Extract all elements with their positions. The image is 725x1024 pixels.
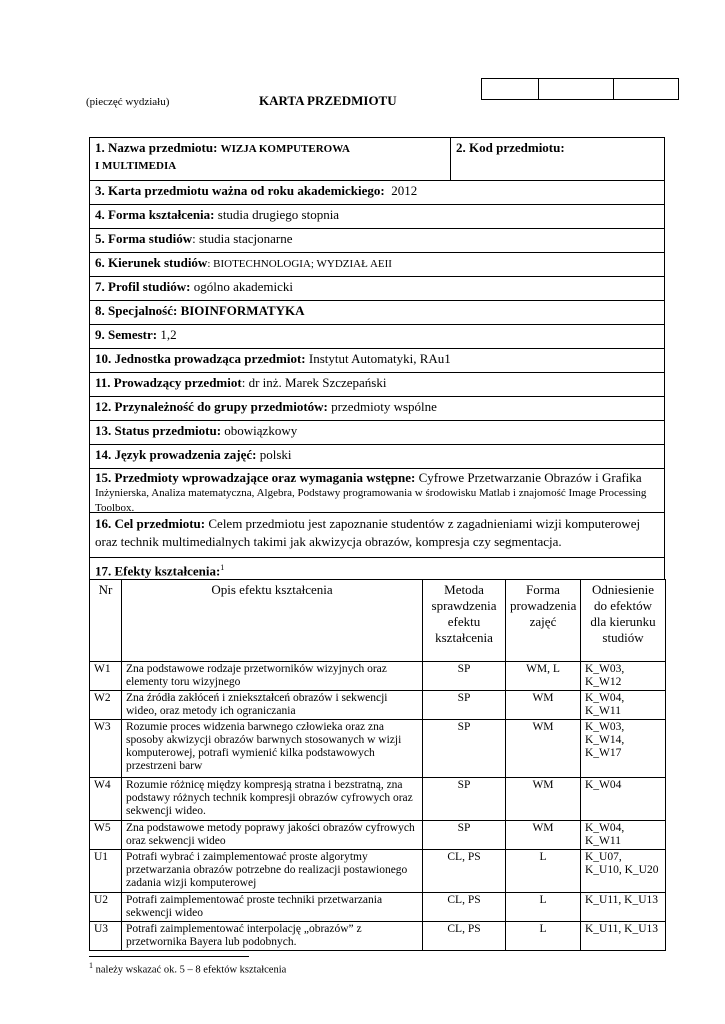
field-teacher <box>89 372 665 397</box>
field-label: 13. Status przedmiotu: <box>95 423 222 438</box>
field-value: : dr inż. Marek Szczepański <box>241 375 387 390</box>
field-specialty <box>89 300 665 325</box>
cell-method: SP <box>423 778 506 821</box>
field-label: 17. Efekty kształcenia: <box>95 563 221 579</box>
field-value: ogólno akademicki <box>193 279 293 294</box>
code-cell <box>614 79 678 99</box>
header-reference: Odniesienie do efektów dla kierunku studiów <box>581 580 666 662</box>
field-label: 1. Nazwa przedmiotu: <box>95 140 218 155</box>
field-value: Cyfrowe Przetwarzanie Obrazów i Grafika <box>418 470 642 485</box>
header-form: Forma prowadzenia zajęć <box>506 580 581 662</box>
field-value: 1,2 <box>160 327 177 342</box>
cell-description: Zna źródła zakłóceń i zniekształceń obrazów i sekwencji wideo, oraz metody ich ograniczania <box>122 691 423 720</box>
field-subject-code <box>450 137 665 181</box>
field-label: 8. Specjalność: BIOINFORMATYKA <box>95 303 305 318</box>
cell-nr: U1 <box>90 850 122 893</box>
cell-form: L <box>506 893 581 922</box>
field-group <box>89 396 665 421</box>
cell-method: CL, PS <box>423 850 506 893</box>
field-label: 12. Przynależność do grupy przedmiotów: <box>95 399 328 414</box>
cell-form: WM <box>506 778 581 821</box>
cell-description: Potrafi zaimplementować interpolację „obrazów” z przetwornika Bayera lub podobnych. <box>122 922 423 951</box>
field-label: 4. Forma kształcenia: <box>95 207 215 222</box>
cell-description: Potrafi wybrać i zaimplementować proste algorytmy przetwarzania obrazów potrzebne do realizacji postawionego zadania wizji komputerowej <box>122 850 423 893</box>
field-value: polski <box>259 447 292 462</box>
field-status <box>89 420 665 445</box>
field-value: 2012 <box>391 183 418 198</box>
field-subject-name <box>89 137 451 181</box>
cell-method: SP <box>423 691 506 720</box>
cell-reference: K_U07, K_U10, K_U20 <box>581 850 666 893</box>
table-row <box>90 720 666 778</box>
table-header-row <box>90 580 666 662</box>
field-semester <box>89 324 665 349</box>
table-row <box>90 778 666 821</box>
code-cell <box>539 79 614 99</box>
field-objective <box>89 512 665 558</box>
field-study-form <box>89 228 665 253</box>
cell-form: WM, L <box>506 662 581 691</box>
field-value: WIZJA KOMPUTEROWA <box>220 143 350 155</box>
cell-nr: W1 <box>90 662 122 691</box>
table-row <box>90 850 666 893</box>
cell-nr: U3 <box>90 922 122 951</box>
cell-description: Rozumie proces widzenia barwnego człowieka oraz zna sposoby akwizycji obrazów barwnych stosowanych w wizji komputerowej, potrafi wymienić kilka podstawowych przestrzeni barw <box>122 720 423 778</box>
field-label: 3. Karta przedmiotu ważna od roku akademickiego: <box>95 183 385 198</box>
cell-reference: K_W03, K_W14, K_W17 <box>581 720 666 778</box>
cell-nr: U2 <box>90 893 122 922</box>
footnote-divider <box>89 956 249 957</box>
cell-description: Rozumie różnicę między kompresją stratna i bezstratną, zna podstawy różnych technik kompresji obrazów cyfrowych oraz sekwencji wideo. <box>122 778 423 821</box>
field-value: : studia stacjonarne <box>192 231 293 246</box>
field-language <box>89 444 665 469</box>
cell-nr: W2 <box>90 691 122 720</box>
cell-form: L <box>506 850 581 893</box>
page-title: KARTA PRZEDMIOTU <box>259 93 397 108</box>
cell-form: L <box>506 922 581 951</box>
cell-method: SP <box>423 662 506 691</box>
cell-reference: K_W04 <box>581 778 666 821</box>
cell-method: CL, PS <box>423 922 506 951</box>
field-label: 10. Jednostka prowadząca przedmiot: <box>95 351 306 366</box>
field-value: Celem przedmiotu jest zapoznanie studentów z zagadnieniami wizji komputerowej oraz technik multimedialnych takimi jak akwizycja obrazów, kompresja czy segmentacja. <box>95 516 641 549</box>
cell-method: SP <box>423 720 506 778</box>
field-label: 9. Semestr: <box>95 327 158 342</box>
cell-nr: W5 <box>90 821 122 850</box>
field-label: 2. Kod przedmiotu: <box>456 140 565 155</box>
field-value: obowiązkowy <box>224 423 298 438</box>
footnote-marker: 1 <box>89 961 93 970</box>
field-unit <box>89 348 665 373</box>
cell-form: WM <box>506 720 581 778</box>
cell-method: SP <box>423 821 506 850</box>
field-label: 6. Kierunek studiów <box>95 255 208 270</box>
field-label: 5. Forma studiów <box>95 231 193 246</box>
table-row <box>90 662 666 691</box>
footnote-ref: 1 <box>220 563 225 572</box>
cell-description: Potrafi zaimplementować proste techniki przetwarzania sekwencji wideo <box>122 893 423 922</box>
cell-method: CL, PS <box>423 893 506 922</box>
field-label: 11. Prowadzący przedmiot <box>95 375 242 390</box>
header-description: Opis efektu kształcenia <box>122 580 423 662</box>
field-effects-heading <box>89 557 665 580</box>
faculty-stamp-label: (pieczęć wydziału) <box>86 96 170 108</box>
field-value: Inżynierska, Analiza matematyczna, Algebra, Podstawy programowania w środowisku Matlab i znajomość Image Processing Toolbox. <box>95 487 647 514</box>
field-education-form <box>89 204 665 229</box>
field-study-direction <box>89 252 665 277</box>
field-value: studia drugiego stopnia <box>217 207 340 222</box>
field-prerequisites <box>89 468 665 513</box>
cell-form: WM <box>506 821 581 850</box>
table-row <box>90 922 666 951</box>
footnote-text: należy wskazać ok. 5 – 8 efektów kształcenia <box>95 964 287 976</box>
field-label: 15. Przedmioty wprowadzające oraz wymagania wstępne: <box>95 470 416 485</box>
header-nr: Nr <box>90 580 122 662</box>
cell-reference: K_U11, K_U13 <box>581 893 666 922</box>
field-label: 14. Język prowadzenia zajęć: <box>95 447 257 462</box>
table-row <box>90 691 666 720</box>
field-value: Instytut Automatyki, RAu1 <box>308 351 451 366</box>
cell-nr: W3 <box>90 720 122 778</box>
cell-reference: K_U11, K_U13 <box>581 922 666 951</box>
field-study-profile <box>89 276 665 301</box>
field-value: : BIOTECHNOLOGIA; WYDZIAŁ AEII <box>207 258 392 270</box>
cell-form: WM <box>506 691 581 720</box>
code-box <box>481 78 679 100</box>
code-cell <box>482 79 539 99</box>
footnote <box>89 961 286 976</box>
field-value: przedmioty wspólne <box>331 399 437 414</box>
field-valid-year <box>89 180 665 205</box>
cell-description: Zna podstawowe rodzaje przetworników wizyjnych oraz elementy toru wizyjnego <box>122 662 423 691</box>
table-row <box>90 821 666 850</box>
field-label: 7. Profil studiów: <box>95 279 191 294</box>
field-label: 16. Cel przedmiotu: <box>95 516 206 531</box>
table-row <box>90 893 666 922</box>
effects-table <box>89 579 666 951</box>
field-value: I MULTIMEDIA <box>95 160 177 172</box>
cell-reference: K_W04, K_W11 <box>581 821 666 850</box>
cell-nr: W4 <box>90 778 122 821</box>
cell-reference: K_W03, K_W12 <box>581 662 666 691</box>
cell-description: Zna podstawowe metody poprawy jakości obrazów cyfrowych oraz sekwencji wideo <box>122 821 423 850</box>
header-method: Metoda sprawdzenia efektu kształcenia <box>423 580 506 662</box>
cell-reference: K_W04, K_W11 <box>581 691 666 720</box>
